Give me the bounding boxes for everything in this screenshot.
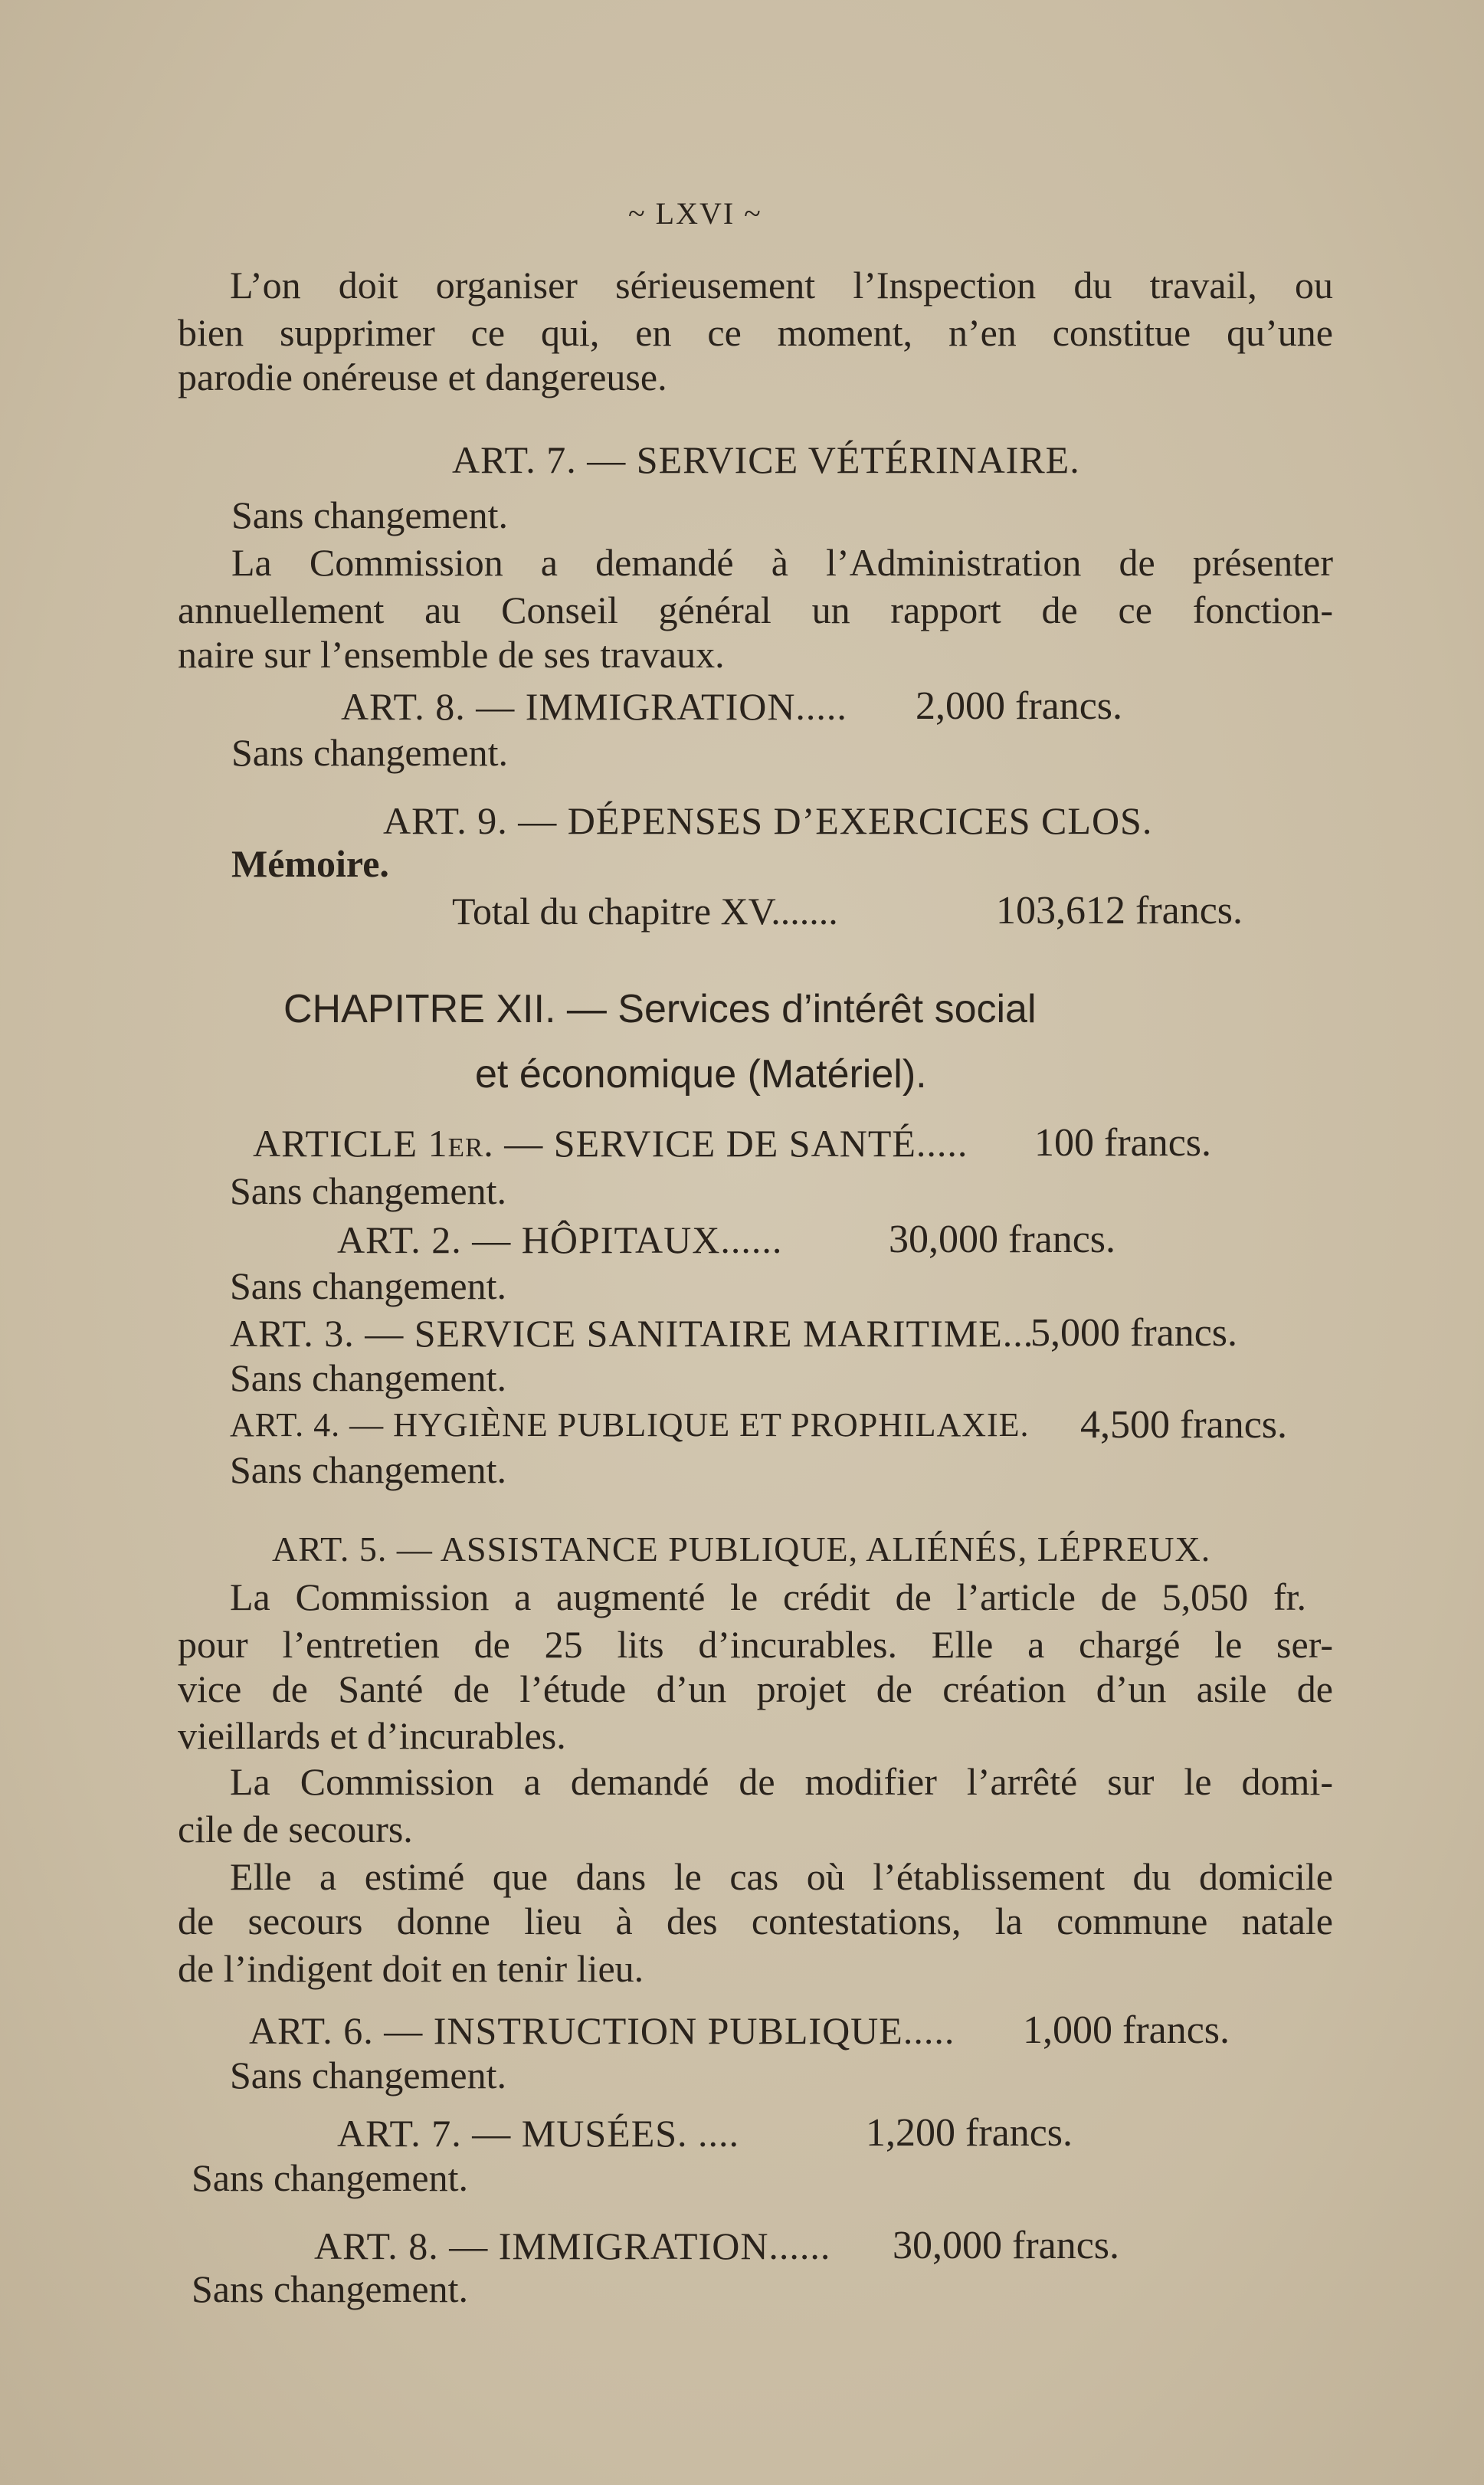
- paragraph-line: de secours donne lieu à des contestations, la commune natale: [178, 1900, 1333, 1942]
- paragraph-line: La Commission a augmenté le crédit de l’article de 5,050 fr.: [230, 1575, 1306, 1618]
- article-heading: ART. 8. — IMMIGRATION......: [314, 2224, 831, 2267]
- article-heading: ART. 7. — SERVICE VÉTÉRINAIRE.: [452, 438, 1080, 481]
- chapter-subtitle: et économique (Matériel).: [475, 1052, 927, 1097]
- chapter-title: CHAPITRE XII. — Services d’intérêt social: [283, 987, 1037, 1031]
- amount: 5,000 francs.: [1030, 1311, 1238, 1355]
- article-heading: ART. 7. — MUSÉES. ....: [337, 2112, 740, 2155]
- article-heading: ART. 6. — INSTRUCTION PUBLIQUE.....: [249, 2009, 955, 2052]
- article-heading: ARTICLE 1er. — SERVICE DE SANTÉ.....: [253, 1122, 968, 1165]
- paragraph-line: vice de Santé de l’étude d’un projet de création d’un asile de: [178, 1667, 1333, 1710]
- note-line: Sans changement.: [230, 1169, 507, 1212]
- amount: 30,000 francs.: [889, 1218, 1116, 1261]
- note-line: Sans changement.: [192, 2267, 469, 2310]
- paragraph-line: bien supprimer ce qui, en ce moment, n’en constitue qu’une: [178, 311, 1333, 354]
- amount: 2,000 francs.: [916, 684, 1123, 728]
- paragraph-line: Elle a estimé que dans le cas où l’établissement du domicile: [230, 1855, 1333, 1898]
- article-heading: ART. 9. — DÉPENSES D’EXERCICES CLOS.: [383, 799, 1153, 842]
- note-line: Sans changement.: [231, 731, 509, 774]
- total-label: Total du chapitre XV.......: [452, 890, 838, 933]
- paragraph-line: de l’indigent doit en tenir lieu.: [178, 1947, 644, 1990]
- note-line: Sans changement.: [192, 2156, 469, 2199]
- note-line: Mémoire.: [231, 842, 389, 885]
- note-line: Sans changement.: [230, 1448, 507, 1491]
- paragraph-line: La Commission a demandé de modifier l’arrêté sur le domi-: [230, 1760, 1333, 1803]
- article-heading: ART. 2. — HÔPITAUX......: [337, 1218, 783, 1261]
- paragraph-line: naire sur l’ensemble de ses travaux.: [178, 633, 725, 676]
- paragraph-line: cile de secours.: [178, 1808, 413, 1851]
- amount: 4,500 francs.: [1080, 1403, 1288, 1447]
- page-header: ~ LXVI ~: [628, 196, 762, 231]
- paragraph-line: parodie onéreuse et dangereuse.: [178, 356, 667, 398]
- amount: 100 francs.: [1034, 1121, 1212, 1165]
- amount: 30,000 francs.: [893, 2224, 1120, 2267]
- paragraph-line: vieillards et d’incurables.: [178, 1714, 566, 1757]
- note-line: Sans changement.: [230, 1356, 507, 1399]
- paragraph-line: La Commission a demandé à l’Administration de présenter: [231, 541, 1333, 584]
- total-amount: 103,612 francs.: [996, 889, 1243, 933]
- paragraph-line: annuellement au Conseil général un rapport de ce fonction-: [178, 588, 1333, 631]
- article-heading: ART. 5. — ASSISTANCE PUBLIQUE, ALIÉNÉS, LÉPREUX.: [272, 1529, 1211, 1569]
- paragraph-line: pour l’entretien de 25 lits d’incurables. Elle a chargé le ser-: [178, 1623, 1333, 1666]
- amount: 1,000 francs.: [1023, 2008, 1230, 2052]
- amount: 1,200 francs.: [866, 2111, 1073, 2155]
- note-line: Sans changement.: [230, 2054, 507, 2097]
- article-heading: ART. 8. — IMMIGRATION.....: [341, 685, 847, 728]
- article-heading: ART. 3. — SERVICE SANITAIRE MARITIME...: [230, 1312, 1034, 1355]
- paragraph-line: L’on doit organiser sérieusement l’Inspection du travail, ou: [230, 264, 1333, 307]
- note-line: Sans changement.: [231, 493, 509, 536]
- note-line: Sans changement.: [230, 1264, 507, 1307]
- article-heading: ART. 4. — HYGIÈNE PUBLIQUE ET PROPHILAXIE.: [230, 1406, 1030, 1444]
